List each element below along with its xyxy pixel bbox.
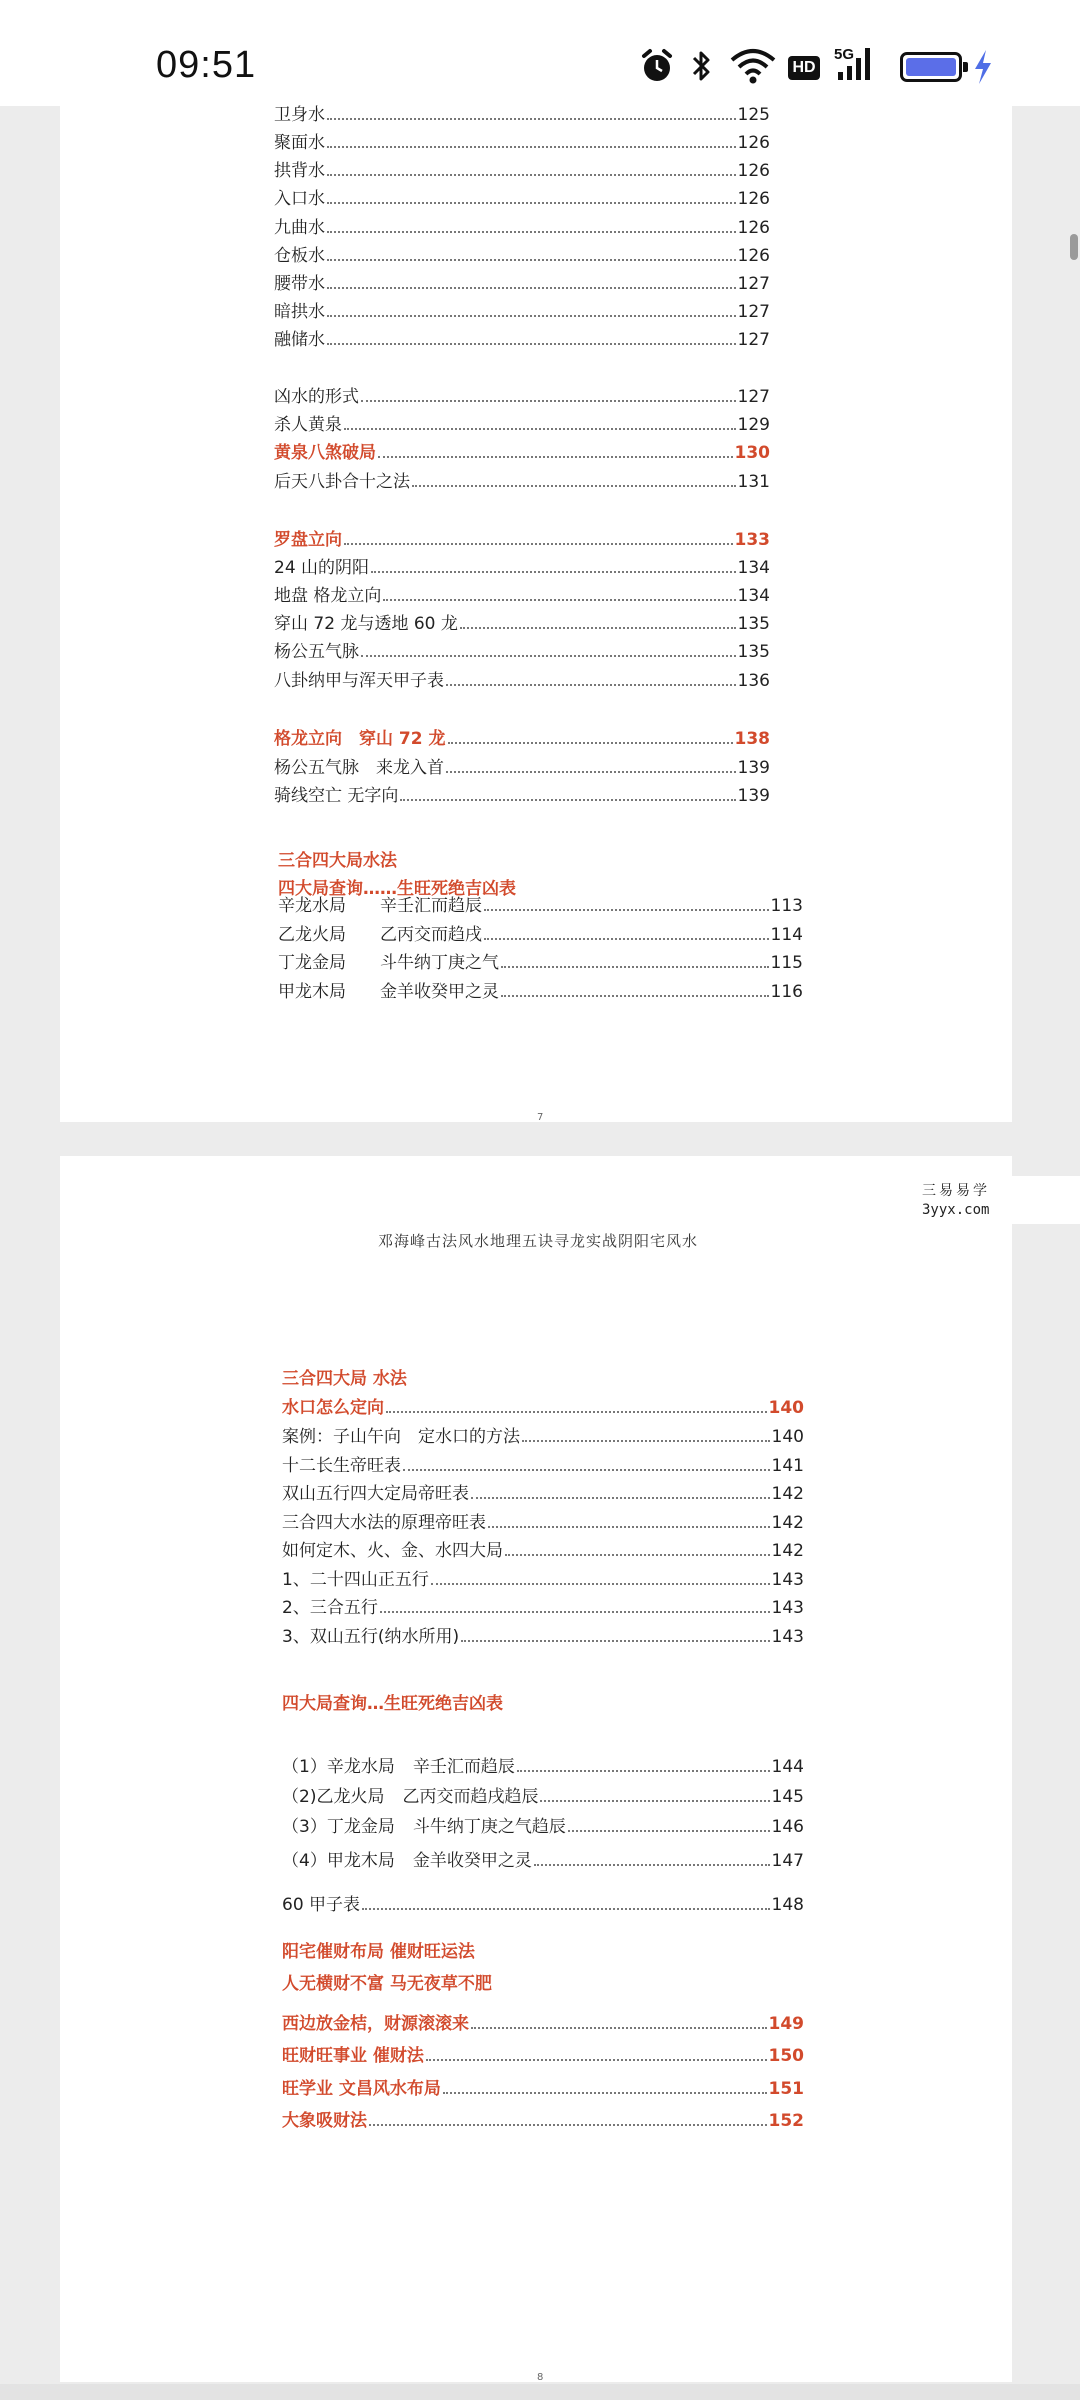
- toc-page-number: 127: [737, 274, 770, 294]
- charging-icon: [972, 48, 994, 86]
- toc-row: [282, 1479, 804, 1504]
- toc-row: [282, 1846, 804, 1871]
- toc-entry-subtitle: 乙丙交而趋戌: [380, 925, 482, 945]
- toc-row: [282, 1622, 804, 1647]
- toc-entry-title: 杨公五气脉: [274, 642, 359, 662]
- toc-entry-title: 暗拱水: [274, 302, 325, 322]
- section-heading: 四大局查询……生旺死绝吉凶表: [278, 879, 516, 899]
- toc-page-number: 114: [770, 925, 803, 945]
- toc-page-number: 143: [771, 1570, 804, 1590]
- dot-leader: [446, 770, 736, 773]
- dot-leader: [471, 1496, 770, 1499]
- toc-entry-title: 案例：子山午向 定水口的方法: [282, 1427, 520, 1447]
- dot-leader: [344, 427, 736, 430]
- hd-icon: [788, 56, 820, 80]
- signal-5g-icon: [834, 46, 882, 84]
- dot-leader: [361, 399, 736, 402]
- toc-row: [274, 581, 770, 606]
- toc-entry-title: 凶水的形式: [274, 387, 359, 407]
- toc-entry-title: 融储水: [274, 330, 325, 350]
- dot-leader: [371, 570, 736, 573]
- dot-leader: [522, 1439, 770, 1442]
- toc-entry-title: 旺学业 文昌风水布局: [282, 2079, 441, 2099]
- toc-page-number: 143: [771, 1627, 804, 1647]
- toc-entry-title: 24 山的阴阳: [274, 558, 370, 578]
- dot-leader: [327, 145, 736, 148]
- toc-page-number: 133: [734, 530, 770, 550]
- toc-row: [282, 2041, 804, 2066]
- toc-entry-title: 大象吸财法: [282, 2111, 367, 2131]
- toc-page-number: 138: [734, 729, 770, 749]
- toc-row: [278, 920, 803, 945]
- dot-leader: [484, 908, 769, 911]
- toc-row: [274, 184, 770, 209]
- toc-entry-title: 八卦纳甲与浑天甲子表: [274, 671, 444, 691]
- toc-entry-title: 辛龙水局: [278, 896, 346, 916]
- dot-leader: [327, 173, 736, 176]
- toc-row: [282, 1812, 804, 1837]
- section-heading: 三合四大局水法: [278, 851, 397, 871]
- alarm-icon: [640, 48, 674, 84]
- toc-entry-title: 水口怎么定向: [282, 1398, 384, 1418]
- status-time: 09:51: [156, 44, 257, 86]
- dot-leader: [383, 598, 735, 601]
- toc-entry-title: 罗盘立向: [274, 530, 342, 550]
- toc-page-number: 139: [737, 786, 770, 806]
- toc-row: [274, 128, 770, 153]
- toc-entry-title: 旺财旺事业 催财法: [282, 2046, 424, 2066]
- dot-leader: [471, 2026, 767, 2029]
- dot-leader: [431, 1582, 770, 1585]
- toc-row: [274, 241, 770, 266]
- toc-entry-title: 地盘 格龙立向: [274, 586, 382, 606]
- dot-leader: [327, 286, 736, 289]
- toc-page-number: 151: [768, 2079, 804, 2099]
- toc-entry-title: （1）辛龙水局: [282, 1757, 395, 1777]
- toc-page-number: 140: [768, 1398, 804, 1418]
- page-number: 7: [537, 1112, 544, 1123]
- toc-page-number: 116: [770, 982, 803, 1002]
- toc-entry-subtitle: 斗牛纳丁庚之气: [380, 953, 499, 973]
- dot-leader: [501, 994, 769, 997]
- toc-page-number: 113: [770, 896, 803, 916]
- dot-leader: [540, 1799, 769, 1802]
- dot-leader: [446, 683, 736, 686]
- dot-leader: [327, 342, 736, 345]
- toc-page-number: 146: [771, 1817, 804, 1837]
- toc-page-number: 135: [737, 614, 770, 634]
- toc-row: [274, 724, 770, 749]
- toc-row: [282, 1890, 804, 1915]
- dot-leader: [386, 1410, 767, 1413]
- toc-entry-title: （2)乙龙火局: [282, 1787, 385, 1807]
- hd-label: HD: [792, 59, 816, 76]
- toc-entry-title: 如何定木、火、金、水四大局: [282, 1541, 503, 1561]
- toc-page-number: 115: [770, 953, 803, 973]
- toc-page-number: 126: [737, 218, 770, 238]
- dot-leader: [362, 1907, 770, 1910]
- toc-row: [282, 2009, 804, 2034]
- toc-row: [274, 438, 770, 463]
- toc-page-number: 149: [768, 2014, 804, 2034]
- dot-leader: [412, 484, 736, 487]
- toc-row: [274, 100, 770, 125]
- toc-row: [282, 1451, 804, 1476]
- toc-page-number: 142: [771, 1484, 804, 1504]
- toc-page-number: 126: [737, 133, 770, 153]
- toc-entry-subtitle: 金羊收癸甲之灵: [412, 1851, 532, 1871]
- dot-leader: [460, 626, 736, 629]
- toc-page-number: 152: [768, 2111, 804, 2131]
- toc-entry-title: 仓板水: [274, 246, 325, 266]
- toc-row: [282, 1536, 804, 1561]
- dot-leader: [517, 1769, 770, 1772]
- battery-icon: [900, 52, 962, 82]
- dot-leader: [448, 741, 733, 744]
- scrollbar-thumb[interactable]: [1070, 234, 1078, 260]
- toc-page-number: 141: [771, 1456, 804, 1476]
- toc-page-number: 140: [771, 1427, 804, 1447]
- book-title: 邓海峰古法风水地理五诀寻龙实战阴阳宅风水: [378, 1232, 699, 1250]
- toc-page-number: 148: [771, 1895, 804, 1915]
- toc-entry-subtitle: 辛壬汇而趋辰: [380, 896, 482, 916]
- toc-row: [274, 553, 770, 578]
- network-label: 5G: [834, 46, 855, 63]
- dot-leader: [501, 965, 769, 968]
- toc-page-number: 126: [737, 246, 770, 266]
- toc-entry-title: 格龙立向 穿山 72 龙: [274, 729, 446, 749]
- toc-row: [274, 666, 770, 691]
- dot-leader: [403, 1468, 770, 1471]
- toc-row: [274, 753, 770, 778]
- toc-page-number: 130: [734, 443, 770, 463]
- dot-leader: [327, 117, 736, 120]
- dot-leader: [327, 314, 736, 317]
- toc-row: [282, 1508, 804, 1533]
- toc-row: [274, 382, 770, 407]
- toc-row: [282, 1565, 804, 1590]
- toc-page-number: 126: [737, 161, 770, 181]
- wifi-icon: [730, 48, 776, 84]
- dot-leader: [488, 1525, 770, 1528]
- dot-leader: [400, 798, 735, 801]
- section-heading: 四大局查询…生旺死绝吉凶表: [282, 1694, 503, 1714]
- toc-row: [282, 1752, 804, 1777]
- toc-entry-subtitle: 金羊收癸甲之灵: [380, 982, 499, 1002]
- toc-entry-title: 乙龙火局: [278, 925, 346, 945]
- dot-leader: [484, 937, 769, 940]
- toc-entry-subtitle: 乙丙交而趋戌趋辰: [402, 1787, 539, 1807]
- toc-entry-title: 杨公五气脉 来龙入首: [274, 758, 444, 778]
- toc-entry-title: 十二长生帝旺表: [282, 1456, 401, 1476]
- toc-row: [274, 525, 770, 550]
- toc-entry-subtitle: 斗牛纳丁庚之气趋辰: [412, 1817, 566, 1837]
- dot-leader: [505, 1553, 770, 1556]
- dot-leader: [534, 1863, 770, 1866]
- toc-row: [278, 948, 803, 973]
- toc-row: [274, 213, 770, 238]
- toc-entry-title: 拱背水: [274, 161, 325, 181]
- toc-page-number: 139: [737, 758, 770, 778]
- toc-entry-title: 聚面水: [274, 133, 325, 153]
- toc-entry-title: 九曲水: [274, 218, 325, 238]
- toc-page-number: 134: [737, 586, 770, 606]
- toc-page-number: 142: [771, 1541, 804, 1561]
- watermark-url: 3yyx.com: [922, 1202, 990, 1218]
- dot-leader: [361, 654, 736, 657]
- dot-leader: [568, 1829, 770, 1832]
- toc-entry-title: 3、双山五行(纳水所用): [282, 1627, 460, 1647]
- toc-page-number: 144: [771, 1757, 804, 1777]
- toc-page-number: 136: [737, 671, 770, 691]
- toc-row: [282, 1782, 804, 1807]
- toc-row: [274, 781, 770, 806]
- toc-entry-title: 三合四大水法的原理帝旺表: [282, 1513, 486, 1533]
- toc-page-number: 135: [737, 642, 770, 662]
- toc-row: [274, 637, 770, 662]
- toc-row: [282, 2074, 804, 2099]
- toc-entry-title: 1、二十四山正五行: [282, 1570, 429, 1590]
- dot-leader: [327, 230, 736, 233]
- dot-leader: [380, 1610, 770, 1613]
- bluetooth-icon: [690, 48, 714, 84]
- toc-page-number: 150: [768, 2046, 804, 2066]
- toc-entry-title: 60 甲子表: [282, 1895, 361, 1915]
- toc-page-number: 134: [737, 558, 770, 578]
- toc-entry-subtitle: 辛壬汇而趋辰: [412, 1757, 515, 1777]
- toc-entry-title: 丁龙金局: [278, 953, 346, 973]
- toc-row: [278, 977, 803, 1002]
- toc-row: [274, 297, 770, 322]
- toc-row: [282, 1593, 804, 1618]
- toc-row: [274, 269, 770, 294]
- toc-page-number: 143: [771, 1598, 804, 1618]
- toc-row: [282, 2106, 804, 2131]
- toc-entry-title: 2、三合五行: [282, 1598, 378, 1618]
- toc-row: [274, 156, 770, 181]
- toc-page-number: 131: [737, 472, 770, 492]
- dot-leader: [461, 1639, 769, 1642]
- toc-page-number: 147: [771, 1851, 804, 1871]
- section-heading: 三合四大局 水法: [282, 1369, 407, 1389]
- toc-row: [274, 325, 770, 350]
- watermark-text: 三易易学: [922, 1183, 990, 1199]
- status-bar: [0, 0, 1080, 106]
- toc-entry-title: 入口水: [274, 189, 325, 209]
- navigation-bar-area: [0, 2384, 1080, 2400]
- toc-entry-title: 双山五行四大定局帝旺表: [282, 1484, 469, 1504]
- dot-leader: [443, 2091, 767, 2094]
- toc-page-number: 127: [737, 302, 770, 322]
- toc-page-number: 125: [737, 105, 770, 125]
- toc-page-number: 126: [737, 189, 770, 209]
- toc-entry-title: （4）甲龙木局: [282, 1851, 395, 1871]
- dot-leader: [327, 201, 736, 204]
- toc-page-number: 127: [737, 387, 770, 407]
- toc-entry-title: 杀人黄泉: [274, 415, 342, 435]
- dot-leader: [369, 2123, 767, 2126]
- toc-entry-title: 卫身水: [274, 105, 325, 125]
- dot-leader: [327, 258, 736, 261]
- toc-row: [282, 1393, 804, 1418]
- section-heading: 人无横财不富 马无夜草不肥: [282, 1974, 492, 1994]
- toc-entry-title: 西边放金桔，财源滚滚来: [282, 2014, 469, 2034]
- toc-entry-title: 腰带水: [274, 274, 325, 294]
- toc-row: [274, 467, 770, 492]
- toc-page-number: 129: [737, 415, 770, 435]
- toc-row: [274, 410, 770, 435]
- toc-row: [282, 1422, 804, 1447]
- toc-entry-title: 甲龙木局: [278, 982, 346, 1002]
- toc-entry-title: 黄泉八煞破局: [274, 443, 376, 463]
- toc-row: [274, 609, 770, 634]
- toc-entry-title: 后天八卦合十之法: [274, 472, 410, 492]
- toc-entry-title: 骑线空亡 无字向: [274, 786, 399, 806]
- dot-leader: [344, 542, 733, 545]
- section-heading: 阳宅催财布局 催财旺运法: [282, 1942, 475, 1962]
- toc-entry-title: 穿山 72 龙与透地 60 龙: [274, 614, 458, 634]
- dot-leader: [426, 2058, 767, 2061]
- dot-leader: [378, 455, 733, 458]
- toc-entry-title: （3）丁龙金局: [282, 1817, 395, 1837]
- toc-page-number: 142: [771, 1513, 804, 1533]
- toc-page-number: 127: [737, 330, 770, 350]
- page-number: 8: [537, 2372, 544, 2383]
- toc-page-number: 145: [771, 1787, 804, 1807]
